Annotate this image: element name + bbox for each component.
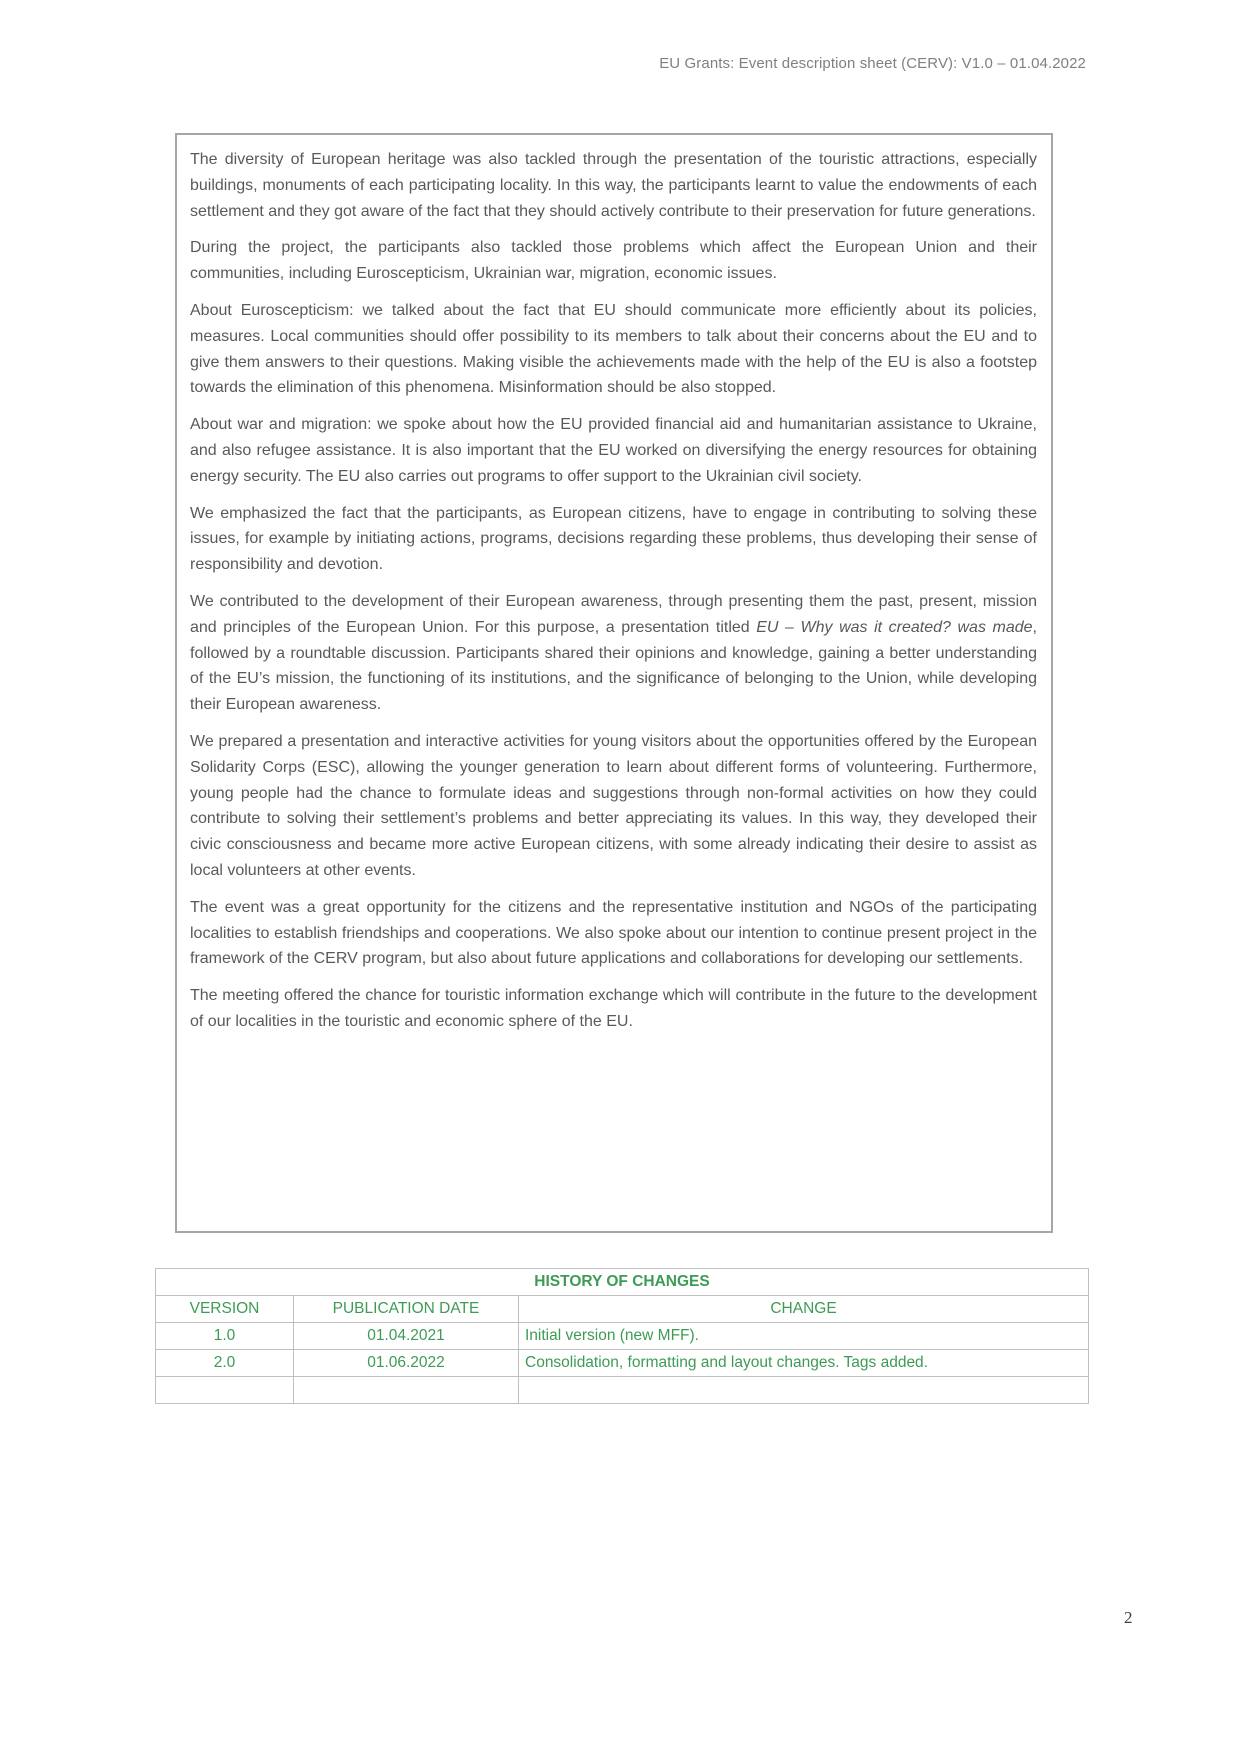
table-cell-change: Initial version (new MFF). <box>519 1323 1089 1350</box>
history-of-changes-table <box>155 1268 1089 1404</box>
paragraph <box>190 589 1037 718</box>
table-row <box>156 1350 1089 1377</box>
paragraph <box>190 298 1037 401</box>
paragraph-segment: During the project, the participants also tackled those problems which affect the European Union and their communities, including Euroscepticism, Ukrainian war, migration, economic issues. <box>190 239 1037 283</box>
table-cell-change: Consolidation, formatting and layout changes. Tags added. <box>519 1350 1089 1377</box>
page-number: 2 <box>1124 1608 1133 1627</box>
table-cell-version <box>156 1377 294 1404</box>
paragraph-segment: , followed by a roundtable discussion. Participants shared their opinions and knowledge, gaining a better understanding of the EU’s mission, the functioning of its institutions, and the significance of belonging to the Union, while developing their European awareness. <box>190 618 1037 714</box>
table-title-row <box>156 1269 1089 1296</box>
table-cell-publication_date <box>294 1377 519 1404</box>
table-row <box>156 1323 1089 1350</box>
paragraph-segment: We prepared a presentation and interactive activities for young visitors about the opportunities offered by the European Solidarity Corps (ESC), allowing the younger generation to learn about different forms of volunteering. Furthermore, young people had the chance to formulate ideas and suggestions through non-formal activities on how they could contribute to solving their settlement’s problems and better appreciating its values. In this way, they developed their civic consciousness and became more active European citizens, with some already indicating their desire to assist as local volunteers at other events. <box>190 732 1037 879</box>
history-rows <box>156 1323 1089 1404</box>
event-description-box <box>175 133 1053 1233</box>
table-header-row <box>156 1296 1089 1323</box>
table-title: HISTORY OF CHANGES <box>156 1269 1089 1296</box>
paragraph <box>190 235 1037 287</box>
page-header: EU Grants: Event description sheet (CERV): V1.0 – 01.04.2022 <box>659 55 1086 72</box>
paragraph <box>190 729 1037 884</box>
column-header-change: CHANGE <box>519 1296 1089 1323</box>
table-cell-version: 2.0 <box>156 1350 294 1377</box>
paragraph-italic-segment: EU – Why was it created? was made <box>756 618 1033 636</box>
paragraph <box>190 895 1037 972</box>
table-cell-publication_date: 01.04.2021 <box>294 1323 519 1350</box>
paragraph-segment: The meeting offered the chance for touristic information exchange which will contribute in the future to the development of our localities in the touristic and economic sphere of the EU. <box>190 987 1037 1030</box>
paragraph-segment: About Euroscepticism: we talked about the fact that EU should communicate more efficiently about its policies, measures. Local communities should offer possibility to its members to talk about their concerns about the EU and to give them answers to their questions. Making visible the achievements made with the help of the EU is also a footstep towards the elimination of this phenomena. Misinformation should be also stopped. <box>190 301 1037 397</box>
table-cell-version: 1.0 <box>156 1323 294 1350</box>
paragraph-segment: We contributed to the development of their European awareness, through presenting them the past, present, mission and principles of the European Union. For this purpose, a presentation titled <box>190 592 1037 636</box>
paragraph-segment: About war and migration: we spoke about how the EU provided financial aid and humanitarian assistance to Ukraine, and also refugee assistance. It is also important that the EU worked on diversifying the energy resources for obtaining energy security. The EU also carries out programs to offer support to the Ukrainian civil society. <box>190 416 1037 485</box>
table-row <box>156 1377 1089 1404</box>
paragraph-segment: We emphasized the fact that the participants, as European citizens, have to engage in contributing to solving these issues, for example by initiating actions, programs, decisions regarding these problems, thus developing their sense of responsibility and devotion. <box>190 504 1037 574</box>
table-cell-publication_date: 01.06.2022 <box>294 1350 519 1377</box>
column-header-publication-date: PUBLICATION DATE <box>294 1296 519 1323</box>
paragraph <box>190 412 1037 489</box>
table-cell-change <box>519 1377 1089 1404</box>
paragraph-segment: The event was a great opportunity for the citizens and the representative institution and NGOs of the participating localities to establish friendships and cooperations. We also spoke about our intention to continue present project in the framework of the CERV program, but also about future applications and collaborations for developing our settlements. <box>190 898 1037 968</box>
paragraph <box>190 501 1037 578</box>
paragraph <box>190 983 1037 1035</box>
paragraph <box>190 147 1037 224</box>
paragraph-segment: The diversity of European heritage was also tackled through the presentation of the touristic attractions, especially buildings, monuments of each participating locality. In this way, the participants learnt to value the endowments of each settlement and they got aware of the fact that they should actively contribute to their preservation for future generations. <box>190 151 1037 220</box>
column-header-version: VERSION <box>156 1296 294 1323</box>
